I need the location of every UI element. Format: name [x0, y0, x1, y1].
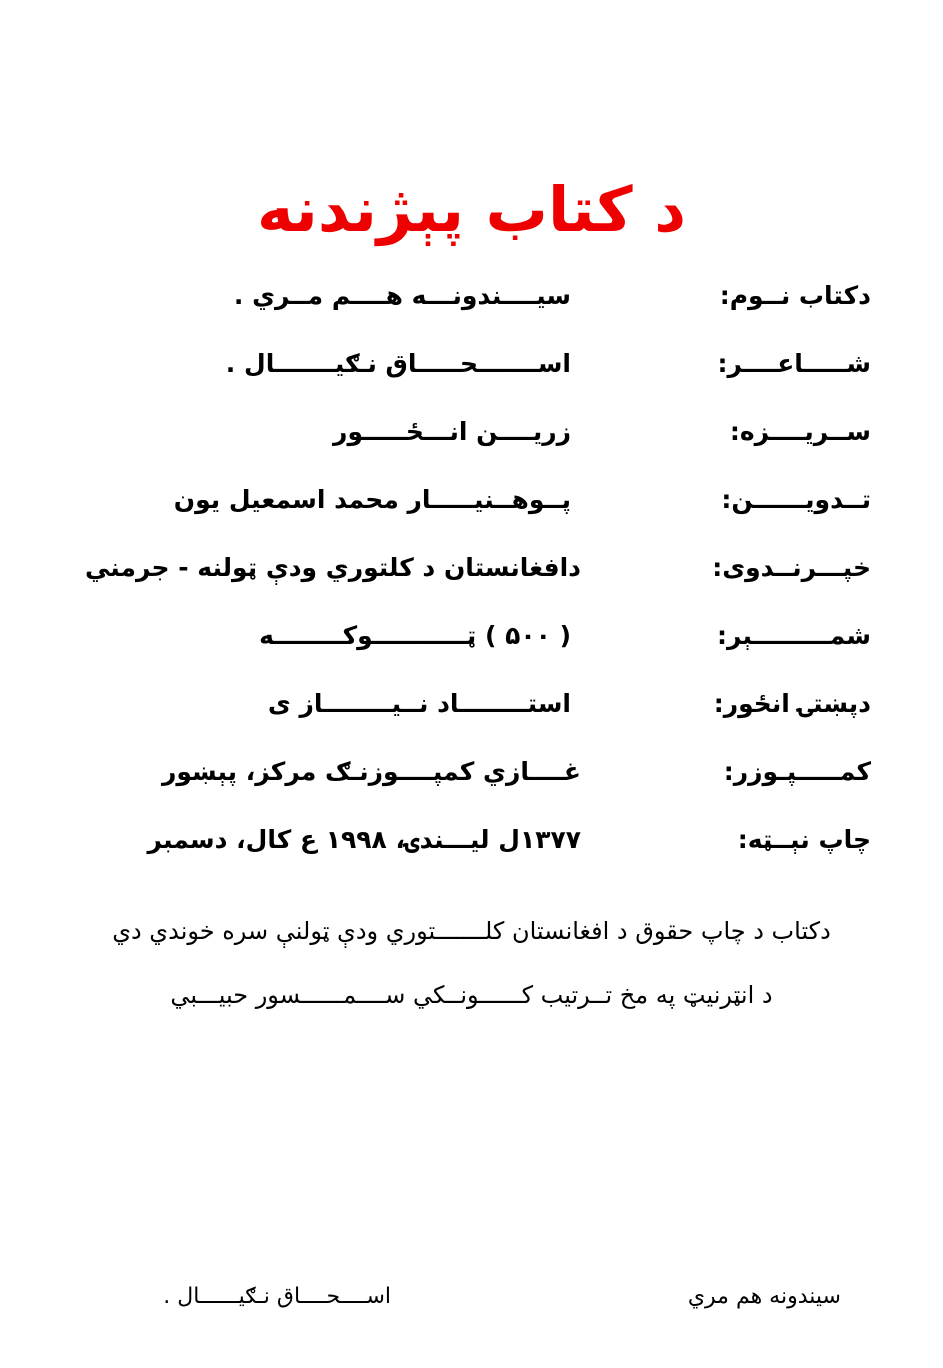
- metadata-row-composer: [72, 754, 871, 822]
- metadata-value: دافغانستان د کلتوري ودې ټولنه - جرمني: [84, 553, 581, 582]
- metadata-value: زریــــن انـــځـــــور: [333, 417, 571, 446]
- metadata-row-cover-art: [72, 686, 871, 754]
- metadata-value: استــــــــاد نــیــــــــاز ی: [267, 689, 571, 718]
- metadata-value: پــوهــنیـــــار محمد اسمعیل یون: [173, 485, 571, 514]
- page-title: د کتاب پېژندنه: [256, 172, 687, 246]
- metadata-label: دپښتۍ انځور:: [713, 689, 871, 718]
- metadata-value: ۱۳۷۷ل لیـــندۍ، ۱۹۹۸ ع کال، دسمبر: [147, 825, 581, 854]
- metadata-value: غــــازي کمپــــوزنـګ مرکز، پېښور: [161, 757, 581, 786]
- copyright-note: دکتاب د چاپ حقوق د افغانستان کلـــــــتوري ودې ټولنې سره خوندي دي: [112, 917, 831, 945]
- metadata-value: ( ۵۰۰ ) ټـــــــــــوکــــــــه: [259, 621, 571, 650]
- internet-edition-note: د انټرنیټ په مخ تــرتیب کــــــونــکي ســــمــــــسور حبیـــبي: [170, 981, 773, 1009]
- metadata-row-preface: [72, 414, 871, 482]
- metadata-label: شـــــاعــــر:: [717, 349, 871, 378]
- metadata-label: ســریــــزه:: [729, 417, 871, 446]
- metadata-row-print-date: [72, 822, 871, 890]
- book-metadata-list: [72, 278, 871, 890]
- metadata-label: کمـــــپـوزر:: [723, 757, 871, 786]
- footer-author-name: اســــحــــاق نـګیــــــال .: [163, 1284, 391, 1309]
- metadata-label: تــدویــــــن:: [721, 485, 871, 514]
- footer-book-title: سیندونه هم مري: [687, 1284, 841, 1309]
- metadata-value: اســـــــحـــــاق نـګیـــــــال .: [225, 349, 571, 378]
- metadata-value: سیــــندونـــه هــــم مــري .: [233, 281, 571, 310]
- metadata-row-copies: [72, 618, 871, 686]
- metadata-row-poet: [72, 346, 871, 414]
- page-footer: [72, 1280, 871, 1320]
- metadata-label: چاپ نېــټه:: [737, 825, 871, 854]
- metadata-row-book-name: [72, 278, 871, 346]
- notes-block: [0, 890, 943, 1036]
- metadata-row-publisher: [72, 550, 871, 618]
- metadata-label: شمـــــــــېر:: [716, 621, 871, 650]
- metadata-label: دکتاب نــوم:: [719, 281, 871, 310]
- metadata-row-compilation: [72, 482, 871, 550]
- metadata-label: خپـــرنــدوی:: [712, 553, 871, 582]
